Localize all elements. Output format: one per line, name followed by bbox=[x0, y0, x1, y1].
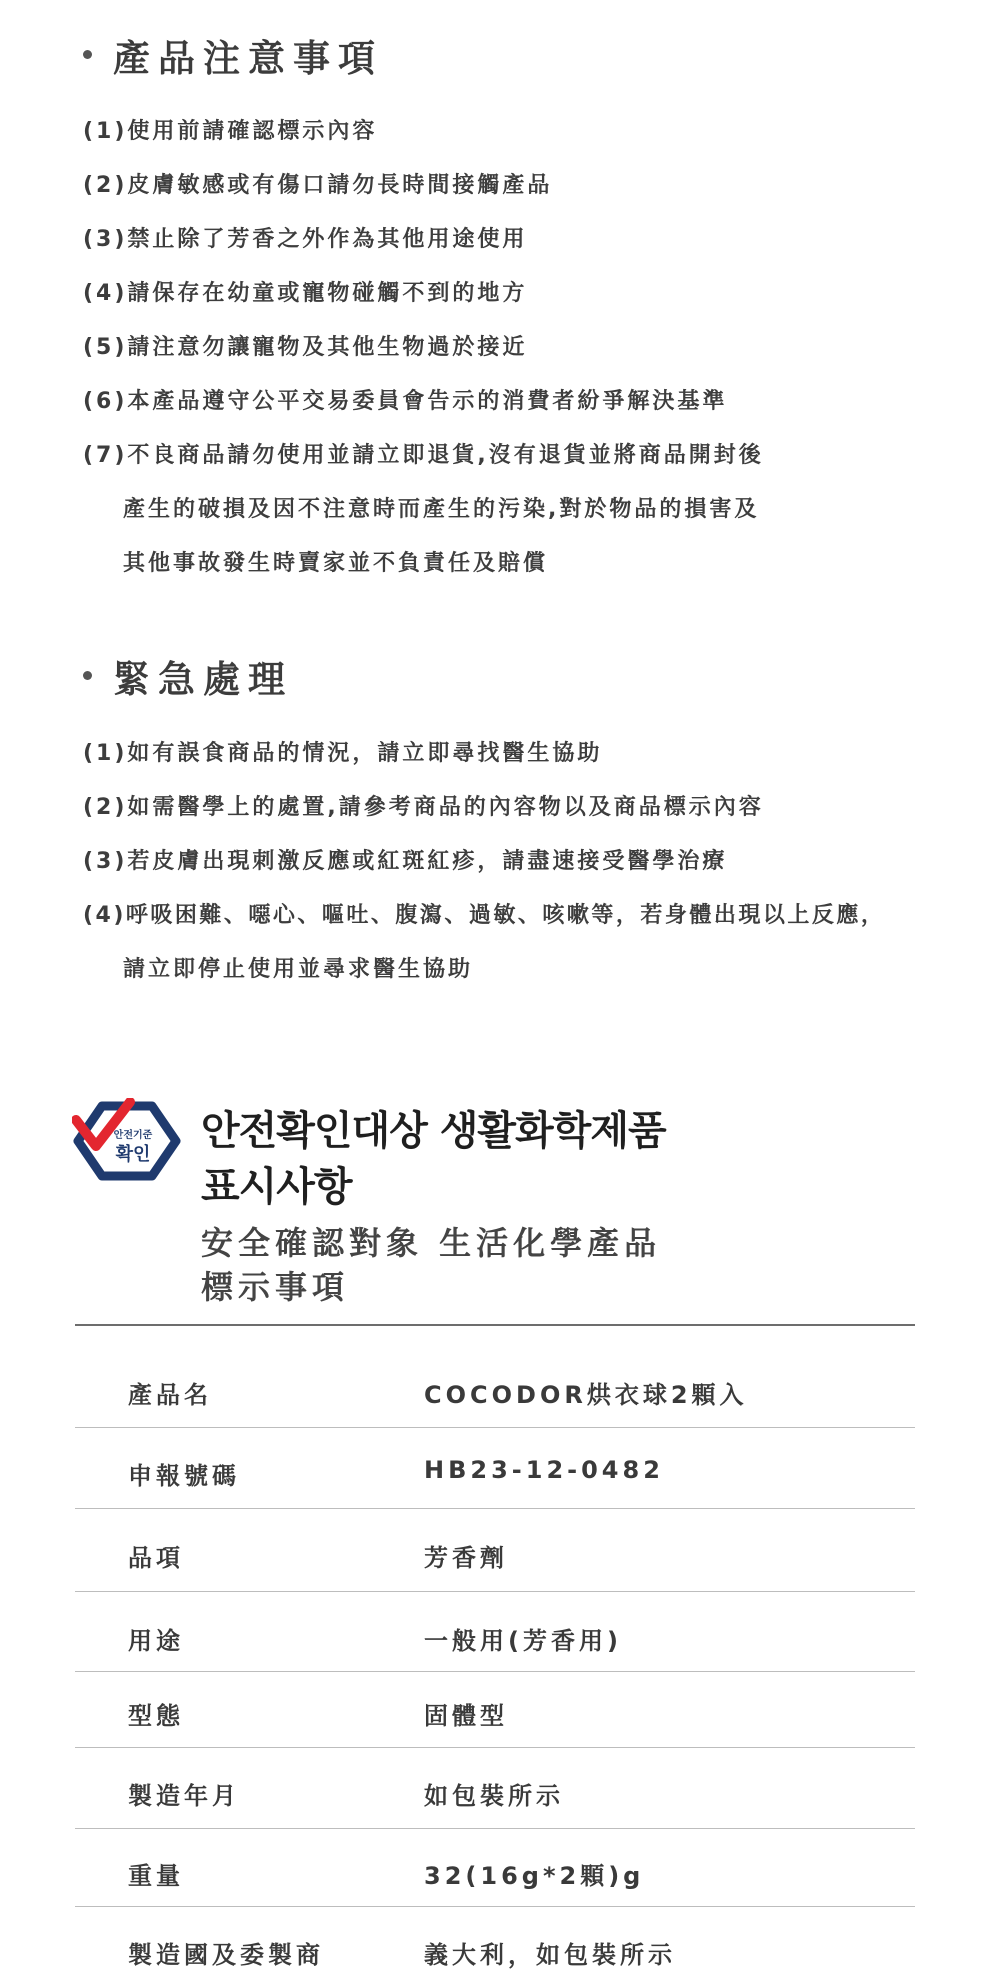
table-label: 用途 bbox=[128, 1627, 184, 1655]
table-divider bbox=[75, 1508, 915, 1509]
emergency-item: (2)如需醫學上的處置,請參考商品的內容物以及商品標示內容 bbox=[83, 795, 764, 820]
emergency-item: (1)如有誤食商品的情況，請立即尋找醫生協助 bbox=[83, 741, 603, 766]
safety-confirm-logo bbox=[72, 1098, 182, 1184]
logo-top-text: 안전기준 bbox=[113, 1130, 153, 1141]
notice-item: (3)禁止除了芳香之外作為其他用途使用 bbox=[83, 227, 528, 252]
notice-item: (2)皮膚敏感或有傷口請勿長時間接觸產品 bbox=[83, 173, 553, 198]
table-label: 重量 bbox=[128, 1862, 184, 1890]
emergency-item: (3)若皮膚出現刺激反應或紅斑紅疹，請盡速接受醫學治療 bbox=[83, 849, 728, 874]
table-value: HB23-12-0482 bbox=[424, 1456, 664, 1484]
safety-title-zh-line2: 標示事項 bbox=[201, 1268, 350, 1306]
table-top-rule bbox=[75, 1324, 915, 1326]
notice-item: (1)使用前請確認標示內容 bbox=[83, 119, 378, 144]
table-divider bbox=[75, 1427, 915, 1428]
emergency-item-continued: 請立即停止使用並尋求醫生協助 bbox=[123, 957, 474, 982]
logo-main-text: 확인 bbox=[115, 1144, 151, 1165]
table-label: 品項 bbox=[128, 1544, 184, 1572]
safety-title-zh: 安全確認對象 生活化學產品 bbox=[201, 1224, 662, 1262]
table-value: COCODOR烘衣球2顆入 bbox=[424, 1381, 748, 1409]
table-value: 如包裝所示 bbox=[424, 1782, 564, 1810]
table-value: 一般用(芳香用) bbox=[424, 1627, 622, 1655]
table-label: 製造年月 bbox=[128, 1782, 240, 1810]
table-label: 型態 bbox=[128, 1702, 184, 1730]
table-value: 芳香劑 bbox=[424, 1544, 508, 1572]
table-divider bbox=[75, 1828, 915, 1829]
notice-item: (6)本產品遵守公平交易委員會告示的消費者紛爭解決基準 bbox=[83, 389, 728, 414]
safety-title-ko: 안전확인대상 생활화학제품 bbox=[201, 1108, 666, 1154]
table-divider bbox=[75, 1591, 915, 1592]
table-divider bbox=[75, 1906, 915, 1907]
emergency-item: (4)呼吸困難、噁心、嘔吐、腹瀉、過敏、咳嗽等，若身體出現以上反應， bbox=[83, 903, 886, 928]
emergency-title: 緊急處理 bbox=[113, 658, 293, 701]
table-value: 32(16g*2顆)g bbox=[424, 1862, 645, 1890]
notice-item: (7)不良商品請勿使用並請立即退貨,沒有退貨並將商品開封後 bbox=[83, 443, 764, 468]
table-label: 產品名 bbox=[128, 1381, 212, 1409]
table-value: 義大利，如包裝所示 bbox=[424, 1941, 676, 1969]
table-divider bbox=[75, 1747, 915, 1748]
section-bullet bbox=[83, 671, 92, 680]
notice-item: (4)請保存在幼童或寵物碰觸不到的地方 bbox=[83, 281, 528, 306]
section-bullet bbox=[83, 50, 92, 59]
table-label: 製造國及委製商 bbox=[128, 1941, 324, 1969]
notice-item-continued: 其他事故發生時賣家並不負責任及賠償 bbox=[123, 551, 549, 576]
table-value: 固體型 bbox=[424, 1702, 508, 1730]
notice-item: (5)請注意勿讓寵物及其他生物過於接近 bbox=[83, 335, 528, 360]
notice-item-continued: 產生的破損及因不注意時而產生的污染,對於物品的損害及 bbox=[123, 497, 760, 522]
table-divider bbox=[75, 1671, 915, 1672]
safety-title-ko-line2: 표시사항 bbox=[201, 1164, 352, 1210]
notice-title: 產品注意事項 bbox=[113, 37, 383, 80]
table-label: 申報號碼 bbox=[128, 1462, 240, 1490]
